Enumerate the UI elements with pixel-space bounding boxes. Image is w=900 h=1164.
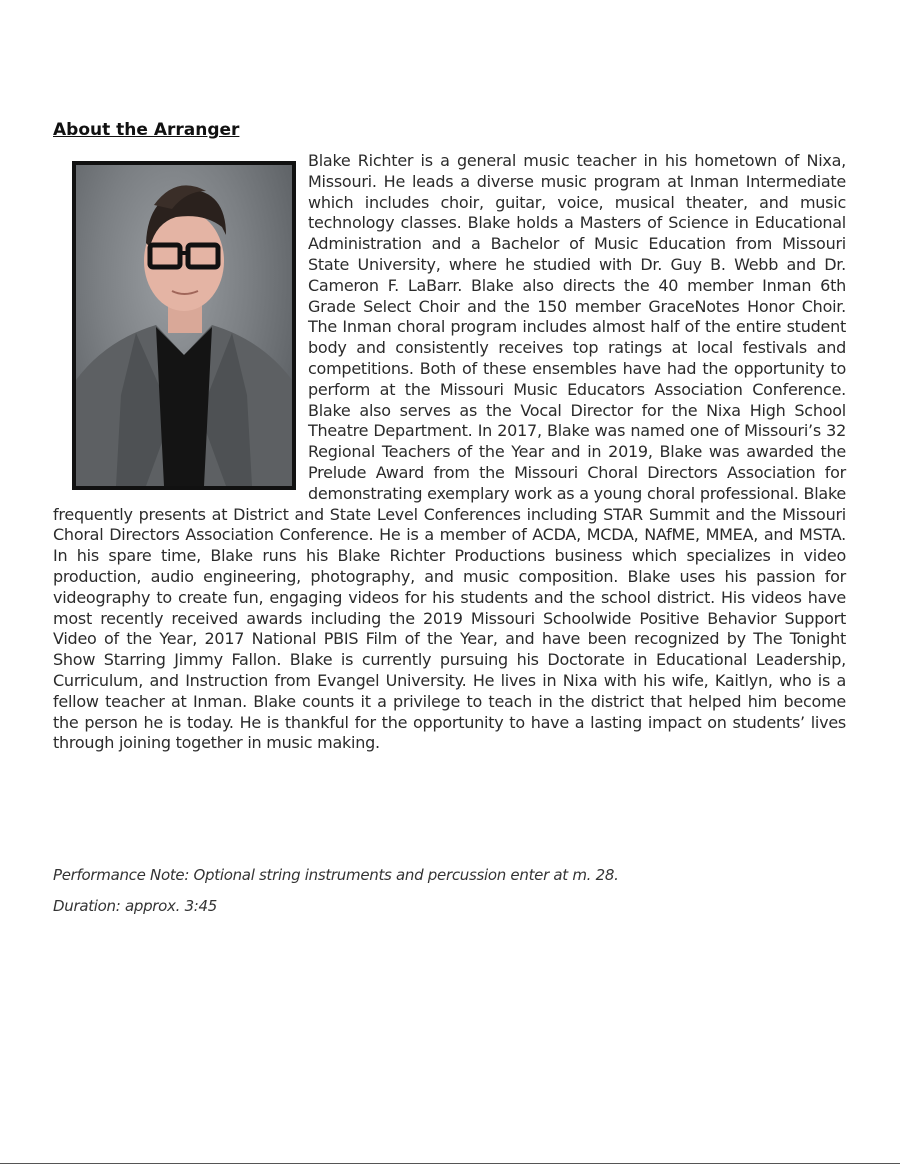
duration-note: Duration: approx. 3:45	[53, 897, 218, 915]
performance-note: Performance Note: Optional string instruments and percussion enter at m. 28.	[53, 866, 619, 884]
arranger-photo	[72, 161, 296, 490]
portrait-illustration	[76, 165, 292, 486]
section-heading: About the Arranger	[53, 120, 240, 140]
arranger-bio	[53, 151, 846, 754]
bio-text: Blake Richter is a general music teacher in his hometown of Nixa, Missouri. He leads a diverse music program at Inman Intermediate which includes choir, guitar, voice, musical theater, and music technology classes. Blake holds a Masters of Science in Educational Administration and a Bachelor of Music Education from Missouri State University, where he studied with Dr. Guy B. Webb and Dr. Cameron F. LaBarr. Blake also directs the 40 member Inman 6th Grade Select Choir and the 150 member GraceNotes Honor Choir. The Inman choral program includes almost half of the entire student body and consistently receives top ratings at local festivals and competitions. Both of these ensembles have had the opportunity to perform at the Missouri Music Educators Association Conference. Blake also serves as the Vocal Director for the Nixa High School Theatre Department. In 2017, Blake was named one of Missouri’s 32 Regional Teachers of the Year and in 2019, Blake was awarded the Prelude Award from the Missouri Choral Directors Association for demonstrating exemplary work as a young choral professional. Blake frequently presents at District and State Level Conferences including STAR Summit and the Missouri Choral Directors Association Conference. He is a member of ACDA, MCDA, NAfME, MMEA, and MSTA. In his spare time, Blake runs his Blake Richter Productions business which specializes in video production, audio engineering, photography, and music composition. Blake uses his passion for videography to create fun, engaging videos for his students and the school district. His videos have most recently received awards including the 2019 Missouri Schoolwide Positive Behavior Support Video of the Year, 2017 National PBIS Film of the Year, and have been recognized by The Tonight Show Starring Jimmy Fallon. Blake is currently pursuing his Doctorate in Educational Leadership, Curriculum, and Instruction from Evangel University. He lives in Nixa with his wife, Kaitlyn, who is a fellow teacher at Inman. Blake counts it a privilege to teach in the district that helped him become the person he is today. He is thankful for the opportunity to have a lasting impact on students’ lives through joining together in music making.	[53, 151, 846, 753]
